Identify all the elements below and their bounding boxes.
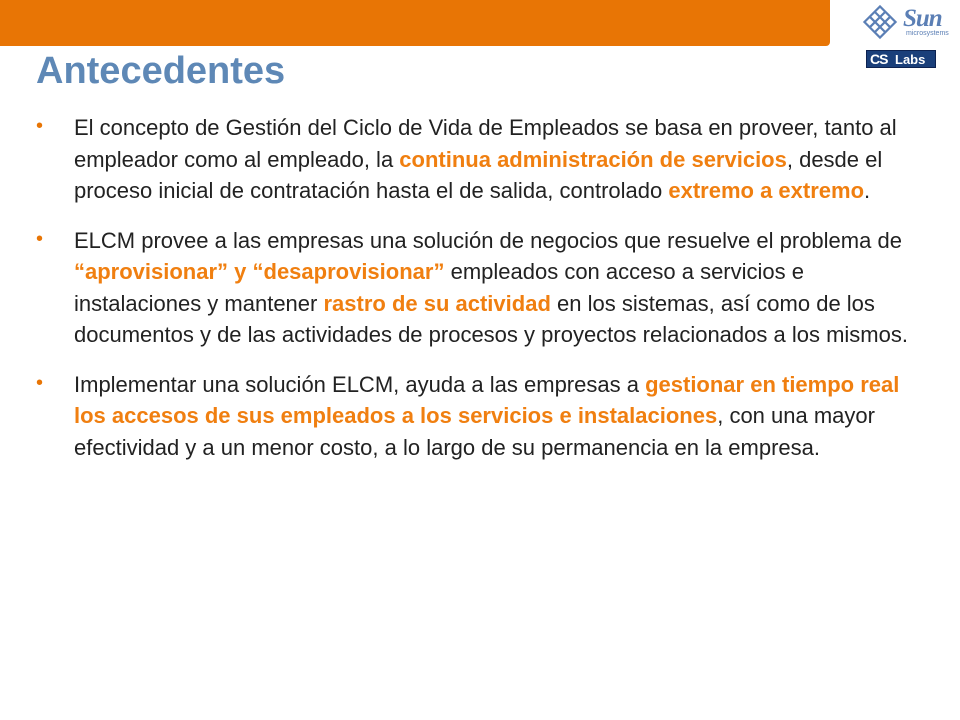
bullet-text: , con una mayor efectividad y a un menor costo, a lo largo de su permanencia en la empresa. — [74, 403, 875, 460]
sun-microsystems-logo — [860, 4, 952, 42]
bullet-text: empleados con acceso a servicios e instalaciones y mantener — [74, 259, 804, 316]
logo-area — [848, 4, 956, 70]
sun-submark: microsystems — [906, 30, 949, 37]
bullet-list — [36, 112, 916, 481]
bullet-item — [36, 369, 916, 464]
bullet-text: El concepto de Gestión del Ciclo de Vida de Empleados se basa en proveer, tanto al empleador como al empleado, la — [74, 115, 897, 172]
bullet-text: en los sistemas, así como de los documentos y de las actividades de procesos y proyectos relacionados a los mismos. — [74, 290, 908, 347]
highlight-text: gestionar en tiempo real los accesos de sus empleados a los servicios e instalaciones — [74, 371, 900, 428]
bullet-dot-icon: • — [36, 115, 44, 137]
highlight-text: “aprovisionar” y “desaprovisionar” — [74, 259, 445, 284]
sun-emblem-icon — [860, 4, 900, 40]
bullet-text: . — [864, 178, 871, 203]
bullet-item — [36, 112, 916, 207]
bullet-dot-icon: • — [36, 227, 44, 250]
sun-wordmark: Sun — [903, 5, 942, 32]
cs-labs-logo — [866, 50, 936, 68]
highlight-text: rastro de su actividad — [323, 290, 551, 316]
bullet-text: ELCM provee a las empresas una solución de negocios que resuelve el problema de — [74, 227, 902, 253]
bullet-item — [36, 225, 916, 351]
slide-title: Antecedentes — [36, 50, 286, 92]
bullet-dot-icon: • — [36, 371, 44, 394]
highlight-text: extremo a extremo — [668, 178, 865, 203]
highlight-text: continua administración de servicios — [399, 146, 787, 172]
cs-labs-prefix: CS — [870, 51, 888, 67]
bullet-text: Implementar una solución ELCM, ayuda a las empresas a — [74, 371, 646, 397]
header-bar — [0, 0, 830, 46]
cs-labs-word: Labs — [895, 52, 926, 67]
bullet-text: , desde el proceso inicial de contratación hasta el de salida, controlado — [74, 146, 883, 203]
